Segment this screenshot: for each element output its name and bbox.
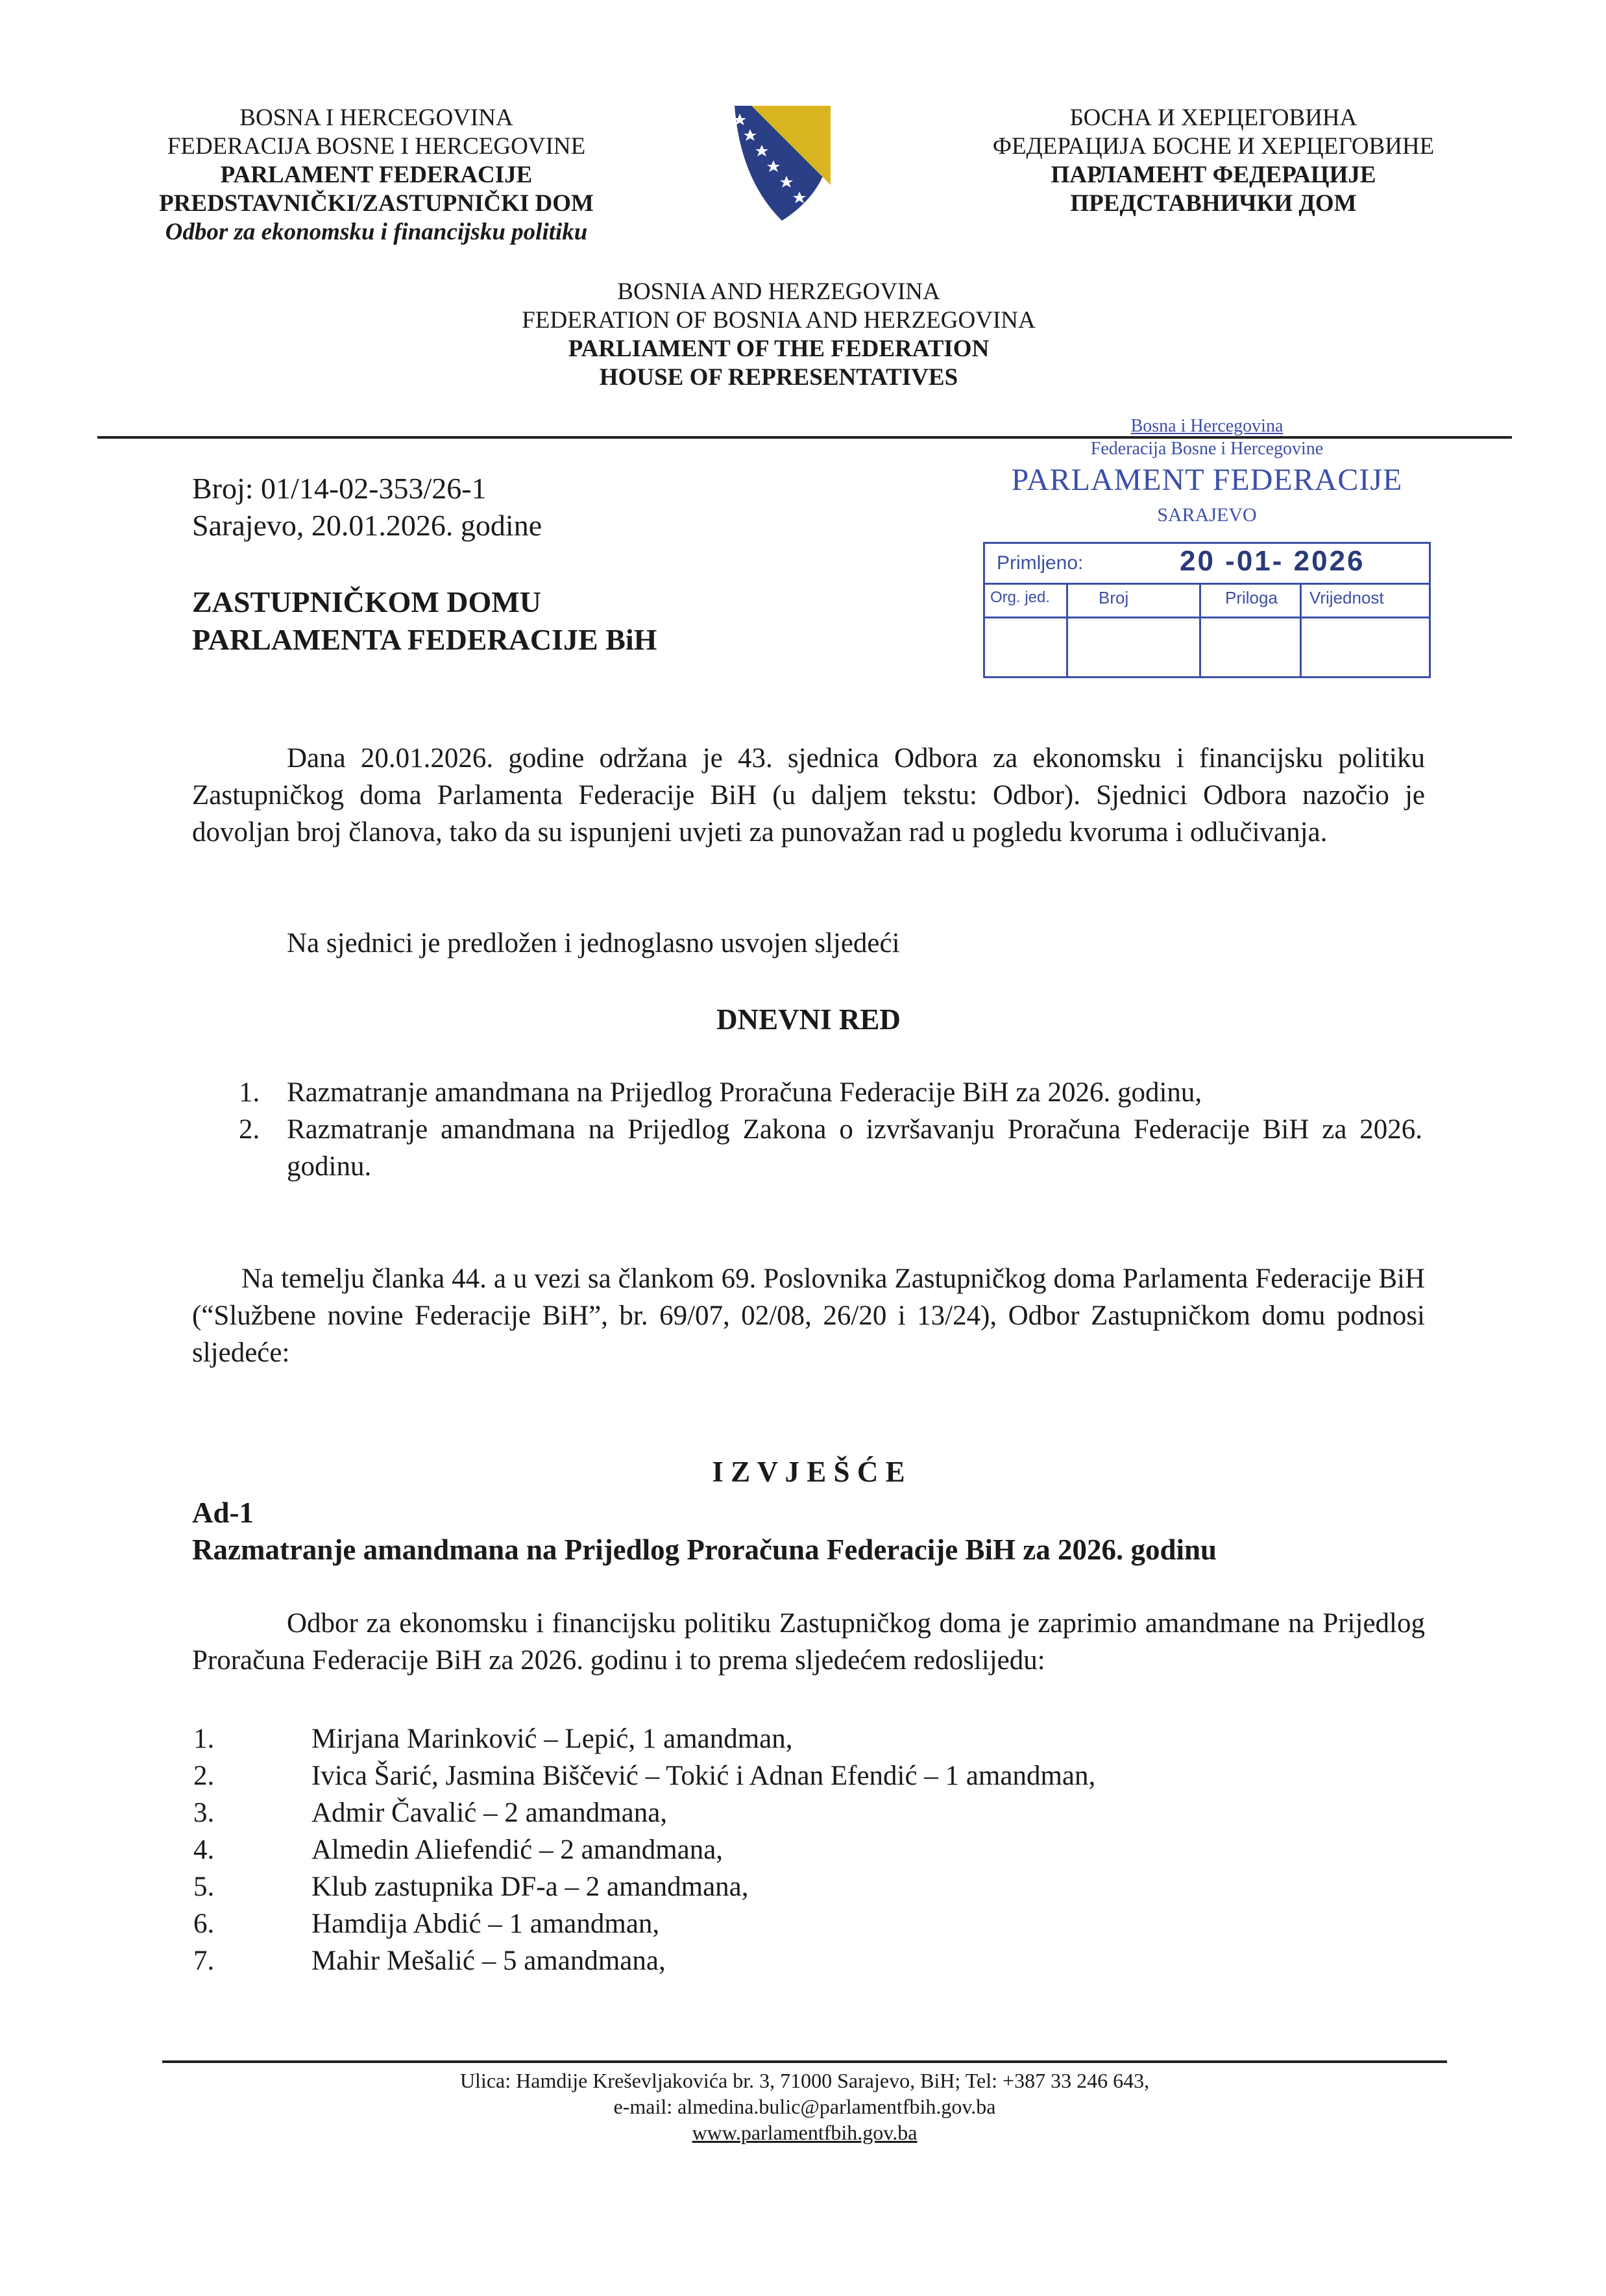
header-right-parliament: ПАРЛАМЕНТ ФЕДЕРАЦИЈЕ — [1051, 162, 1376, 188]
report-title: I Z V J E Š Ć E — [712, 1456, 905, 1488]
header-right — [934, 104, 1492, 218]
intro-paragraph — [192, 740, 1425, 851]
header-center-federation: FEDERATION OF BOSNIA AND HERZEGOVINA — [522, 307, 1036, 334]
list-item-2-number: 2. — [193, 1761, 215, 1791]
stamp-col-divider-3 — [1300, 583, 1302, 676]
footer-email[interactable]: e-mail: almedina.bulic@parlamentfbih.gov.ba — [613, 2095, 996, 2118]
list-item-3-number: 3. — [193, 1798, 215, 1828]
report-ad-title: Razmatranje amandmana na Prijedlog Proračuna Federacije BiH za 2026. godinu — [192, 1533, 1217, 1566]
stamp-received-label: Primljeno: — [997, 552, 1084, 574]
footer-website-link[interactable]: www.parlamentfbih.gov.ba — [692, 2121, 918, 2144]
header-left-country: BOSNA I HERCEGOVINA — [239, 104, 513, 131]
header-left-committee: Odbor za ekonomsku i financijsku politiku — [165, 219, 588, 245]
stamp-row-divider-1 — [985, 583, 1429, 585]
stamp-federation: Federacija Bosne i Hercegovine — [1090, 439, 1324, 459]
report-ad-label: Ad-1 — [192, 1496, 254, 1529]
list-item-7-number: 7. — [193, 1946, 215, 1976]
stamp-col-broj: Broj — [1099, 588, 1129, 607]
agenda-item-2-number: 2. — [239, 1114, 260, 1145]
addressee-line1: ZASTUPNIČKOM DOMU — [192, 585, 541, 618]
agenda-intro: Na sjednici je predložen i jednoglasno usvojen sljedeći — [287, 928, 900, 959]
list-item-6-text: Hamdija Abdić – 1 amandman, — [311, 1909, 660, 1939]
header-left-house: PREDSTAVNIČKI/ZASTUPNIČKI DOM — [159, 190, 594, 217]
footer-address: Ulica: Hamdije Kreševljakovića br. 3, 71000 Sarajevo, BiH; Tel: +387 33 246 643, — [459, 2069, 1150, 2092]
addressee-line2: PARLAMENTA FEDERACIJE BiH — [192, 623, 657, 656]
stamp-col-vrijednost: Vrijednost — [1309, 588, 1384, 607]
header-right-country: БОСНА И ХЕРЦЕГОВИНА — [1069, 104, 1357, 131]
stamp-received-date: 20 -01- 2026 — [1180, 545, 1365, 577]
stamp-col-divider-2 — [1199, 583, 1201, 676]
stamp-city: SARAJEVO — [1157, 504, 1257, 526]
agenda-item-1-number: 1. — [239, 1077, 260, 1108]
stamp-country: Bosna i Hercegovina — [1130, 416, 1284, 436]
stamp-row-divider-2 — [985, 617, 1429, 618]
header-center — [389, 278, 1168, 392]
header-center-house: HOUSE OF REPRESENTATIVES — [599, 364, 958, 391]
header-right-federation: ФЕДЕРАЦИЈА БОСНЕ И ХЕРЦЕГОВИНЕ — [992, 133, 1435, 160]
list-item-5-number: 5. — [193, 1872, 215, 1902]
footer — [162, 2068, 1447, 2145]
basis-paragraph — [192, 1260, 1425, 1371]
list-item-7-text: Mahir Mešalić – 5 amandmana, — [311, 1946, 666, 1976]
coat-of-arms-icon — [727, 101, 837, 224]
report-paragraph-text: Odbor za ekonomsku i financijsku politiku Zastupničkog doma je zaprimio amandmane na Prijedlog Proračuna Federacije BiH za 2026. godinu i to prema sljedećem redoslijedu: — [192, 1608, 1425, 1676]
header-right-house: ПРЕДСТАВНИЧКИ ДОМ — [1070, 190, 1357, 217]
stamp-parliament: PARLAMENT FEDERACIJE — [1011, 463, 1403, 497]
header-left — [97, 104, 655, 247]
header-center-parliament: PARLIAMENT OF THE FEDERATION — [568, 336, 990, 362]
header-left-parliament: PARLAMENT FEDERACIJE — [220, 162, 533, 188]
list-item-5-text: Klub zastupnika DF-a – 2 amandmana, — [311, 1872, 749, 1902]
header-center-country: BOSNIA AND HERZEGOVINA — [617, 278, 940, 305]
reference-number: Broj: 01/14-02-353/26-1 — [192, 472, 487, 505]
place-date: Sarajevo, 20.01.2026. godine — [192, 509, 542, 542]
stamp-col-priloga: Priloga — [1225, 588, 1278, 607]
intro-paragraph-text: Dana 20.01.2026. godine održana je 43. sjednica Odbora za ekonomsku i financijsku politiku Zastupničkog doma Parlamenta Federacije BiH (u daljem tekstu: Odbor). Sjednici Odbora nazočio je dovoljan broj članova, tako da su ispunjeni uvjeti za punovažan rad u pogledu kvoruma i odlučivanja. — [192, 743, 1425, 848]
footer-divider — [162, 2060, 1447, 2063]
basis-paragraph-text: Na temelju članka 44. a u vezi sa člankom 69. Poslovnika Zastupničkog doma Parlamenta Federacije BiH (“Službene novine Federacije BiH”, br. 69/07, 02/08, 26/20 i 13/24), Odbor Zastupničkom domu podnosi sljedeće: — [192, 1264, 1425, 1368]
list-item-2-text: Ivica Šarić, Jasmina Biščević – Tokić i Adnan Efendić – 1 amandman, — [311, 1761, 1096, 1791]
report-paragraph — [192, 1605, 1425, 1679]
received-stamp — [973, 415, 1441, 688]
header-left-federation: FEDERACIJA BOSNE I HERCEGOVINE — [167, 133, 586, 160]
agenda-item-2-text: Razmatranje amandmana na Prijedlog Zakona o izvršavanju Proračuna Federacije BiH za 2026. godinu. — [287, 1114, 1422, 1182]
list-item-3-text: Admir Čavalić – 2 amandmana, — [311, 1798, 668, 1828]
list-item-1-text: Mirjana Marinković – Lepić, 1 amandman, — [311, 1724, 793, 1754]
list-item-6-number: 6. — [193, 1909, 215, 1939]
agenda-item-1-text: Razmatranje amandmana na Prijedlog Proračuna Federacije BiH za 2026. godinu, — [287, 1077, 1202, 1108]
agenda-title: DNEVNI RED — [716, 1003, 901, 1036]
list-item-4-number: 4. — [193, 1835, 215, 1865]
stamp-table — [983, 542, 1431, 678]
stamp-col-org: Org. jed. — [990, 589, 1051, 606]
list-item-1-number: 1. — [193, 1724, 215, 1754]
stamp-col-divider-1 — [1066, 583, 1068, 676]
list-item-4-text: Almedin Aliefendić – 2 amandmana, — [311, 1835, 724, 1865]
